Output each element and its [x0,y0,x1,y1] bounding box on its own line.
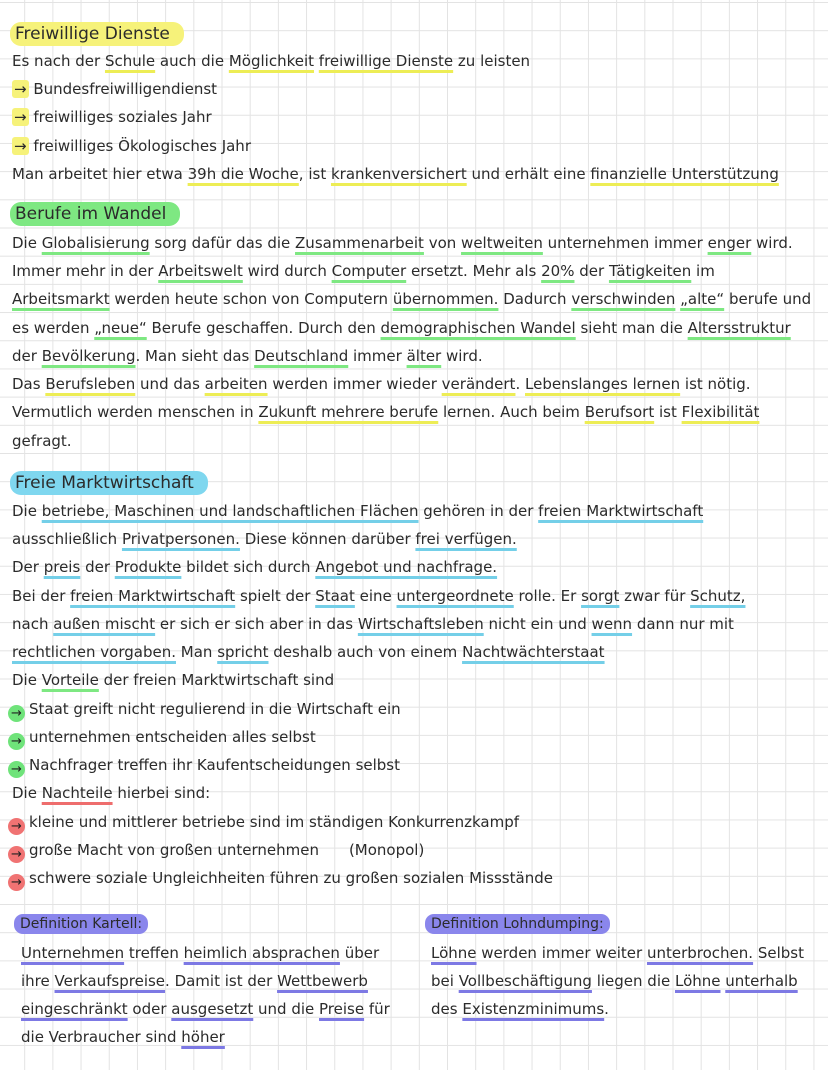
arrow-right-icon: → [8,874,25,891]
definition-kartell-title: Definition Kartell: [14,914,148,934]
pro-item: → Nachfrager treffen ihr Kaufentscheidungen selbst [8,755,400,778]
kartell-line-2: ihre Verkaufspreise. Damit ist der Wettbewerb [21,972,368,990]
pro-item: → unternehmen entscheiden alles selbst [8,727,316,750]
s3-line-4: Bei der freien Marktwirtschaft spielt der Staat eine untergeordnete rolle. Er sorgt zwar für Schutz, [12,587,746,605]
heading-freie-marktwirtschaft: Freie Marktwirtschaft [10,471,208,495]
arrow-right-icon: → [14,137,27,155]
s3-line-1: Die betriebe, Maschinen und landschaftlichen Flächen gehören in der freien Marktwirtschaft [12,502,704,520]
s2-line-7: Vermutlich werden menschen in Zukunft mehrere berufe lernen. Auch beim Berufsort ist Flexibilität [12,403,760,421]
s2-line-5: der Bevölkerung. Man sieht das Deutschland immer älter wird. [12,347,483,365]
lohndumping-line-3: des Existenzminimums. [431,1000,609,1018]
kartell-line-4: die Verbraucher sind höher [21,1028,225,1046]
lohndumping-line-2: bei Vollbeschäftigung liegen die Löhne unterhalb [431,972,798,990]
s2-line-1: Die Globalisierung sorg dafür das die Zusammenarbeit von weltweiten unternehmen immer enger wird. [12,234,793,252]
arrow-right-icon: → [8,846,25,863]
s3-line-5: nach außen mischt er sich er sich aber in das Wirtschaftsleben nicht ein und wenn dann nur mit [12,615,734,633]
s1-line-1: Es nach der Schule auch die Möglichkeit freiwillige Dienste zu leisten [12,52,531,70]
kartell-line-1: Unternehmen treffen heimlich absprachen über [21,944,380,962]
arrow-right-icon: → [8,761,25,778]
arrow-right-icon: → [8,705,25,722]
s2-line-4: es werden „neue“ Berufe geschaffen. Durch den demographischen Wandel sieht man die Altersstruktur [12,319,791,337]
list-item: → freiwilliges Ökologisches Jahr [14,137,251,155]
s3-line-11: Die Nachteile hierbei sind: [12,784,211,802]
s2-line-8: gefragt. [12,432,72,450]
s3-line-3: Der preis der Produkte bildet sich durch Angebot und nachfrage. [12,558,498,576]
monopol-note: (Monopol) [348,841,425,859]
s3-line-2: ausschließlich Privatpersonen. Diese können darüber frei verfügen. [12,530,517,548]
s3-line-6: rechtlichen vorgaben. Man spricht deshalb auch von einem Nachtwächterstaat [12,643,605,661]
arrow-right-icon: → [8,818,25,835]
con-item: → kleine und mittlerer betriebe sind im ständigen Konkurrenzkampf [8,812,519,835]
con-item: → schwere soziale Ungleichheiten führen zu großen sozialen Missstände [8,868,553,891]
arrow-right-icon: → [14,108,27,126]
arrow-right-icon: → [14,80,27,98]
list-item: → freiwilliges soziales Jahr [14,108,212,126]
pro-item: → Staat greift nicht regulierend in die Wirtschaft ein [8,699,401,722]
list-item: → Bundesfreiwilligendienst [14,80,218,98]
lohndumping-line-1: Löhne werden immer weiter unterbrochen. Selbst [431,944,804,962]
s2-line-6: Das Berufsleben und das arbeiten werden immer wieder verändert. Lebenslanges lernen ist nötig. [12,375,751,393]
s2-line-3: Arbeitsmarkt werden heute schon von Computern übernommen. Dadurch verschwinden „alte“ berufe und [12,290,812,308]
kartell-line-3: eingeschränkt oder ausgesetzt und die Preise für [21,1000,390,1018]
con-item: → große Macht von großen unternehmen (Monopol) [8,840,424,863]
arrow-right-icon: → [8,733,25,750]
heading-berufe-im-wandel: Berufe im Wandel [10,202,180,226]
s3-line-7: Die Vorteile der freien Marktwirtschaft sind [12,671,335,689]
definition-lohndumping-title: Definition Lohndumping: [425,914,610,934]
heading-freiwillige-dienste: Freiwillige Dienste [10,22,184,46]
s1-line-5: Man arbeitet hier etwa 39h die Woche, ist krankenversichert und erhält eine finanzielle Unterstützung [12,165,779,183]
s2-line-2: Immer mehr in der Arbeitswelt wird durch Computer ersetzt. Mehr als 20% der Tätigkeiten im [12,262,715,280]
